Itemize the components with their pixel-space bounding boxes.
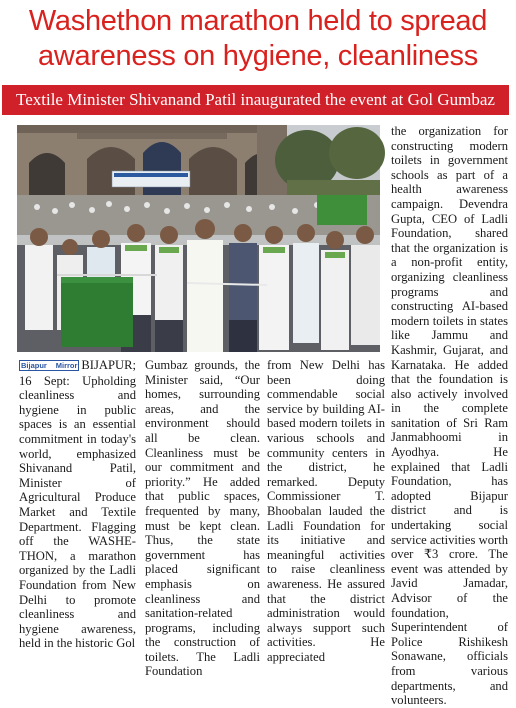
article-column-1 (19, 358, 136, 651)
article-column-4 (391, 124, 508, 708)
article-column-4-text: the organization for constructing modern toilets in government schools as part of a health awareness campaign. Devendra Gupta, CEO of Ladli Foundation, shared that the organization is a non-profit entity, organizing cleanliness programs and constructing AI-based modern toilets in states like Jammu and Kashmir, Gujarat, and Karnataka. He added that the foundation is also actively involved in the complete sanitation of Sri Ram Janmabhoomi in Ayodhya. He explained that Ladli Foundation, has adopted Bijapur district and is undertaking social service activities worth over ₹3 crore. The event was attended by Javid Jamadar, Advisor of the foundation, Superintendent of Police Rishikesh Sonawane, officials from various departments, and volunteers. (391, 124, 508, 708)
article-column-3 (267, 358, 385, 664)
article-column-2 (145, 358, 260, 679)
byline-badge: Bijapur Mirror (21, 361, 78, 370)
gol-gumbaz-monument (17, 125, 287, 200)
event-photo-illustration (17, 125, 380, 352)
subheadline-banner: Textile Minister Shivanand Patil inaugurated the event at Gol Gumbaz (2, 85, 509, 115)
headline (0, 0, 516, 78)
article-column-2-text: Gumbaz grounds, the Minister said, “Our homes, surrounding areas, and the environment should all be clean. Cleanliness must be our commitment and priority.” He added that public spaces, frequented by many, must be kept clean. Thus, the state government has placed significant emphasis on cleanliness and sanitation-related programs, including the construction of toilets. The Ladli Foundation (145, 358, 260, 679)
article-column-1-text: BIJAPUR; 16 Sept: Upholding cleanliness and hygiene in public spaces is an essential commitment in today's world, emphasized Shivanand Patil, Minister of Agricultural Produce Market and Textile Department. Flagging off the WASHE-THON, a marathon organized by the Ladli Foundation from New Delhi to promote cleanliness and hygiene awareness, held in the historic Gol (19, 358, 136, 651)
article-column-3-text: from New Delhi has been doing commendable social service by building AI-based modern toilets in various schools and community centers in the district, he remarked. Deputy Commissioner T. Bhoobalan lauded the Ladli Foundation for its initiative and meaningful activities to raise cleanliness awareness. He assured that the district administration would always support such activities. He appreciated (267, 358, 385, 664)
event-photo (17, 125, 380, 352)
headline-line-1: Washethon marathon held to spread (28, 5, 488, 37)
headline-line-2: awareness on hygiene, cleanliness (38, 40, 478, 72)
